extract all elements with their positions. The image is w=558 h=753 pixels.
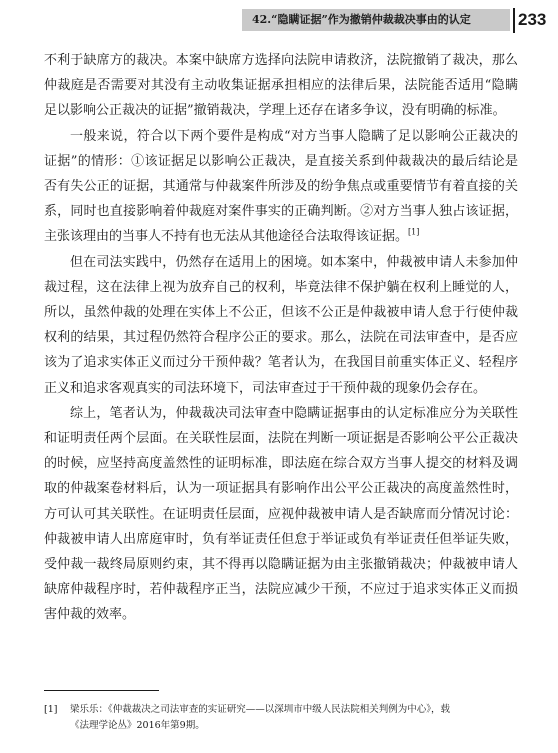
paragraph-2-text: 一般来说，符合以下两个要件是构成“对方当事人隐瞒了足以影响公正裁决的证据”的情形：①该证据足以影响公正裁决，是直接关系到仲裁裁决的最后结论是否有失公正的证据，其通常与仲裁案件所涉及的纷争焦点或重要情节有着直接的关系，同时也直接影响着仲裁庭对案件事实的正确判断。②对方当事人独占该证据，主张该理由的当事人不持有也无法从其他途径合法取得该证据。 bbox=[44, 128, 518, 245]
paragraph-3: 但在司法实践中，仍然存在适用上的困境。如本案中，仲裁被申请人未参加仲裁过程，这在法律上视为放弃自己的权利，毕竟法律不保护躺在权利上睡觉的人，所以，虽然仲裁的处理在实体上不公正，但该不公正是仲裁被申请人怠于行使仲裁权利的结果，其过程仍然符合程序公正的要求。那么，法院在司法审查中，是否应该为了追求实体正义而过分干预仲裁？笔者认为，在我国目前重实体正义、轻程序正义和追求客观真实的司法环境下，司法审查过于干预仲裁的现象仍会存在。 bbox=[44, 254, 518, 396]
page-number: 233 bbox=[518, 10, 547, 29]
paragraph-2 bbox=[44, 124, 518, 250]
chapter-title: 42.“隐瞒证据”作为撤销仲裁裁决事由的认定 bbox=[252, 13, 471, 26]
footnote-line-2: 《法理学论丛》2016年第9期。 bbox=[70, 720, 205, 731]
footnote-separator bbox=[44, 690, 159, 691]
footnote-label: [1] bbox=[44, 704, 58, 715]
paragraph-4: 综上，笔者认为，仲裁裁决司法审查中隐瞒证据事由的认定标准应分为关联性和证明责任两个层面。在关联性层面，法院在判断一项证据是否影响公平公正裁决的时候，应坚持高度盖然性的证明标准，即法庭在综合双方当事人提交的材料及调取的仲裁案卷材料后，认为一项证据具有影响作出公平公正裁决的高度盖然性时，方可认可其关联性。在证明责任层面，应视仲裁被申请人是否缺席而分情况讨论：仲裁被申请人出席庭审时，负有举证责任但怠于举证或负有举证责任但举证失败，受仲裁一裁终局原则约束，其不得再以隐瞒证据为由主张撤销裁决；仲裁被申请人缺席仲裁程序时，若仲裁程序正当，法院应减少干预，不应过于追求实体正义而损害仲裁的效率。 bbox=[44, 405, 518, 623]
running-header bbox=[0, 0, 558, 38]
paragraph-1: 不利于缺席方的裁决。本案中缺席方选择向法院申请救济，法院撤销了裁决，那么仲裁庭是否需要对其没有主动收集证据承担相应的法律后果，法院能否适用“隐瞒足以影响公正裁决的证据”撤销裁决，学理上还存在诸多争议，没有明确的标准。 bbox=[44, 53, 518, 119]
footnote-text-1: 梁乐乐：《仲裁裁决之司法审查的实证研究——以深圳市中级人民法院相关判例为中心》，载 bbox=[70, 704, 451, 715]
main-text bbox=[44, 48, 518, 628]
footnote-reference[interactable]: [1] bbox=[408, 228, 420, 238]
footnote-line-1 bbox=[44, 702, 518, 718]
footnote bbox=[44, 702, 518, 734]
header-divider bbox=[513, 8, 515, 33]
